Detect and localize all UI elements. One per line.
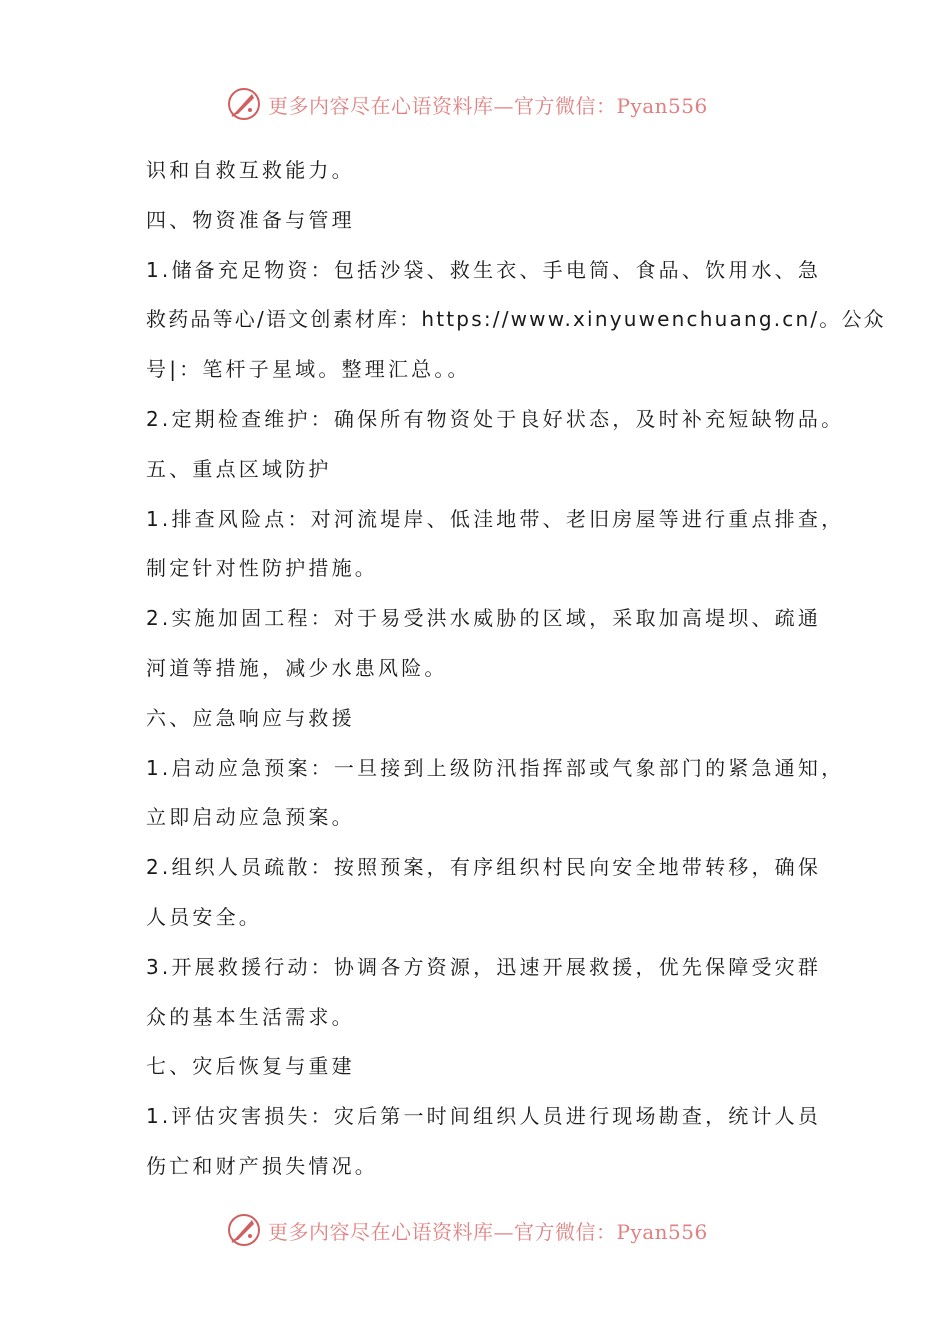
text-line: 2.定期检查维护：确保所有物资处于良好状态，及时补充短缺物品。 bbox=[146, 406, 845, 431]
text-line: 号|：笔杆子星域。整理汇总。。 bbox=[146, 357, 471, 382]
section-heading: 六、应急响应与救援 bbox=[146, 705, 355, 730]
text-line: 众的基本生活需求。 bbox=[146, 1004, 355, 1029]
header-banner bbox=[226, 84, 786, 124]
text-line: 救药品等心/语文创素材库：https://www.xinyuwenchuang.cn/。公众 bbox=[146, 307, 886, 332]
text-line: 人员安全。 bbox=[146, 904, 262, 929]
text-line: 3.开展救援行动：协调各方资源，迅速开展救援，优先保障受灾群 bbox=[146, 954, 822, 979]
section-heading: 四、物资准备与管理 bbox=[146, 207, 355, 232]
text-line: 伤亡和财产损失情况。 bbox=[146, 1153, 378, 1178]
section-heading: 七、灾后恢复与重建 bbox=[146, 1054, 355, 1079]
text-line: 立即启动应急预案。 bbox=[146, 805, 355, 830]
text-line: 识和自救互救能力。 bbox=[146, 158, 355, 182]
document-body bbox=[146, 146, 886, 1192]
text-line: 1.排查风险点：对河流堤岸、低洼地带、老旧房屋等进行重点排查， bbox=[146, 506, 845, 531]
banner-text: 更多内容尽在心语资料库—官方微信：Pyan556 bbox=[268, 93, 708, 118]
text-line: 2.组织人员疏散：按照预案，有序组织村民向安全地带转移，确保 bbox=[146, 855, 822, 880]
footer-banner bbox=[226, 1210, 786, 1250]
quill-logo-icon bbox=[226, 1212, 262, 1248]
quill-logo-icon bbox=[226, 86, 262, 122]
text-line: 1.评估灾害损失：灾后第一时间组织人员进行现场勘查，统计人员 bbox=[146, 1104, 822, 1129]
text-line: 制定针对性防护措施。 bbox=[146, 556, 378, 581]
text-line: 河道等措施，减少水患风险。 bbox=[146, 655, 448, 680]
section-heading: 五、重点区域防护 bbox=[146, 456, 332, 481]
text-line: 2.实施加固工程：对于易受洪水威胁的区域，采取加高堤坝、疏通 bbox=[146, 606, 822, 631]
text-line: 1.储备充足物资：包括沙袋、救生衣、手电筒、食品、饮用水、急 bbox=[146, 257, 822, 282]
text-line: 1.启动应急预案：一旦接到上级防汛指挥部或气象部门的紧急通知， bbox=[146, 755, 845, 780]
banner-text: 更多内容尽在心语资料库—官方微信：Pyan556 bbox=[268, 1219, 708, 1244]
